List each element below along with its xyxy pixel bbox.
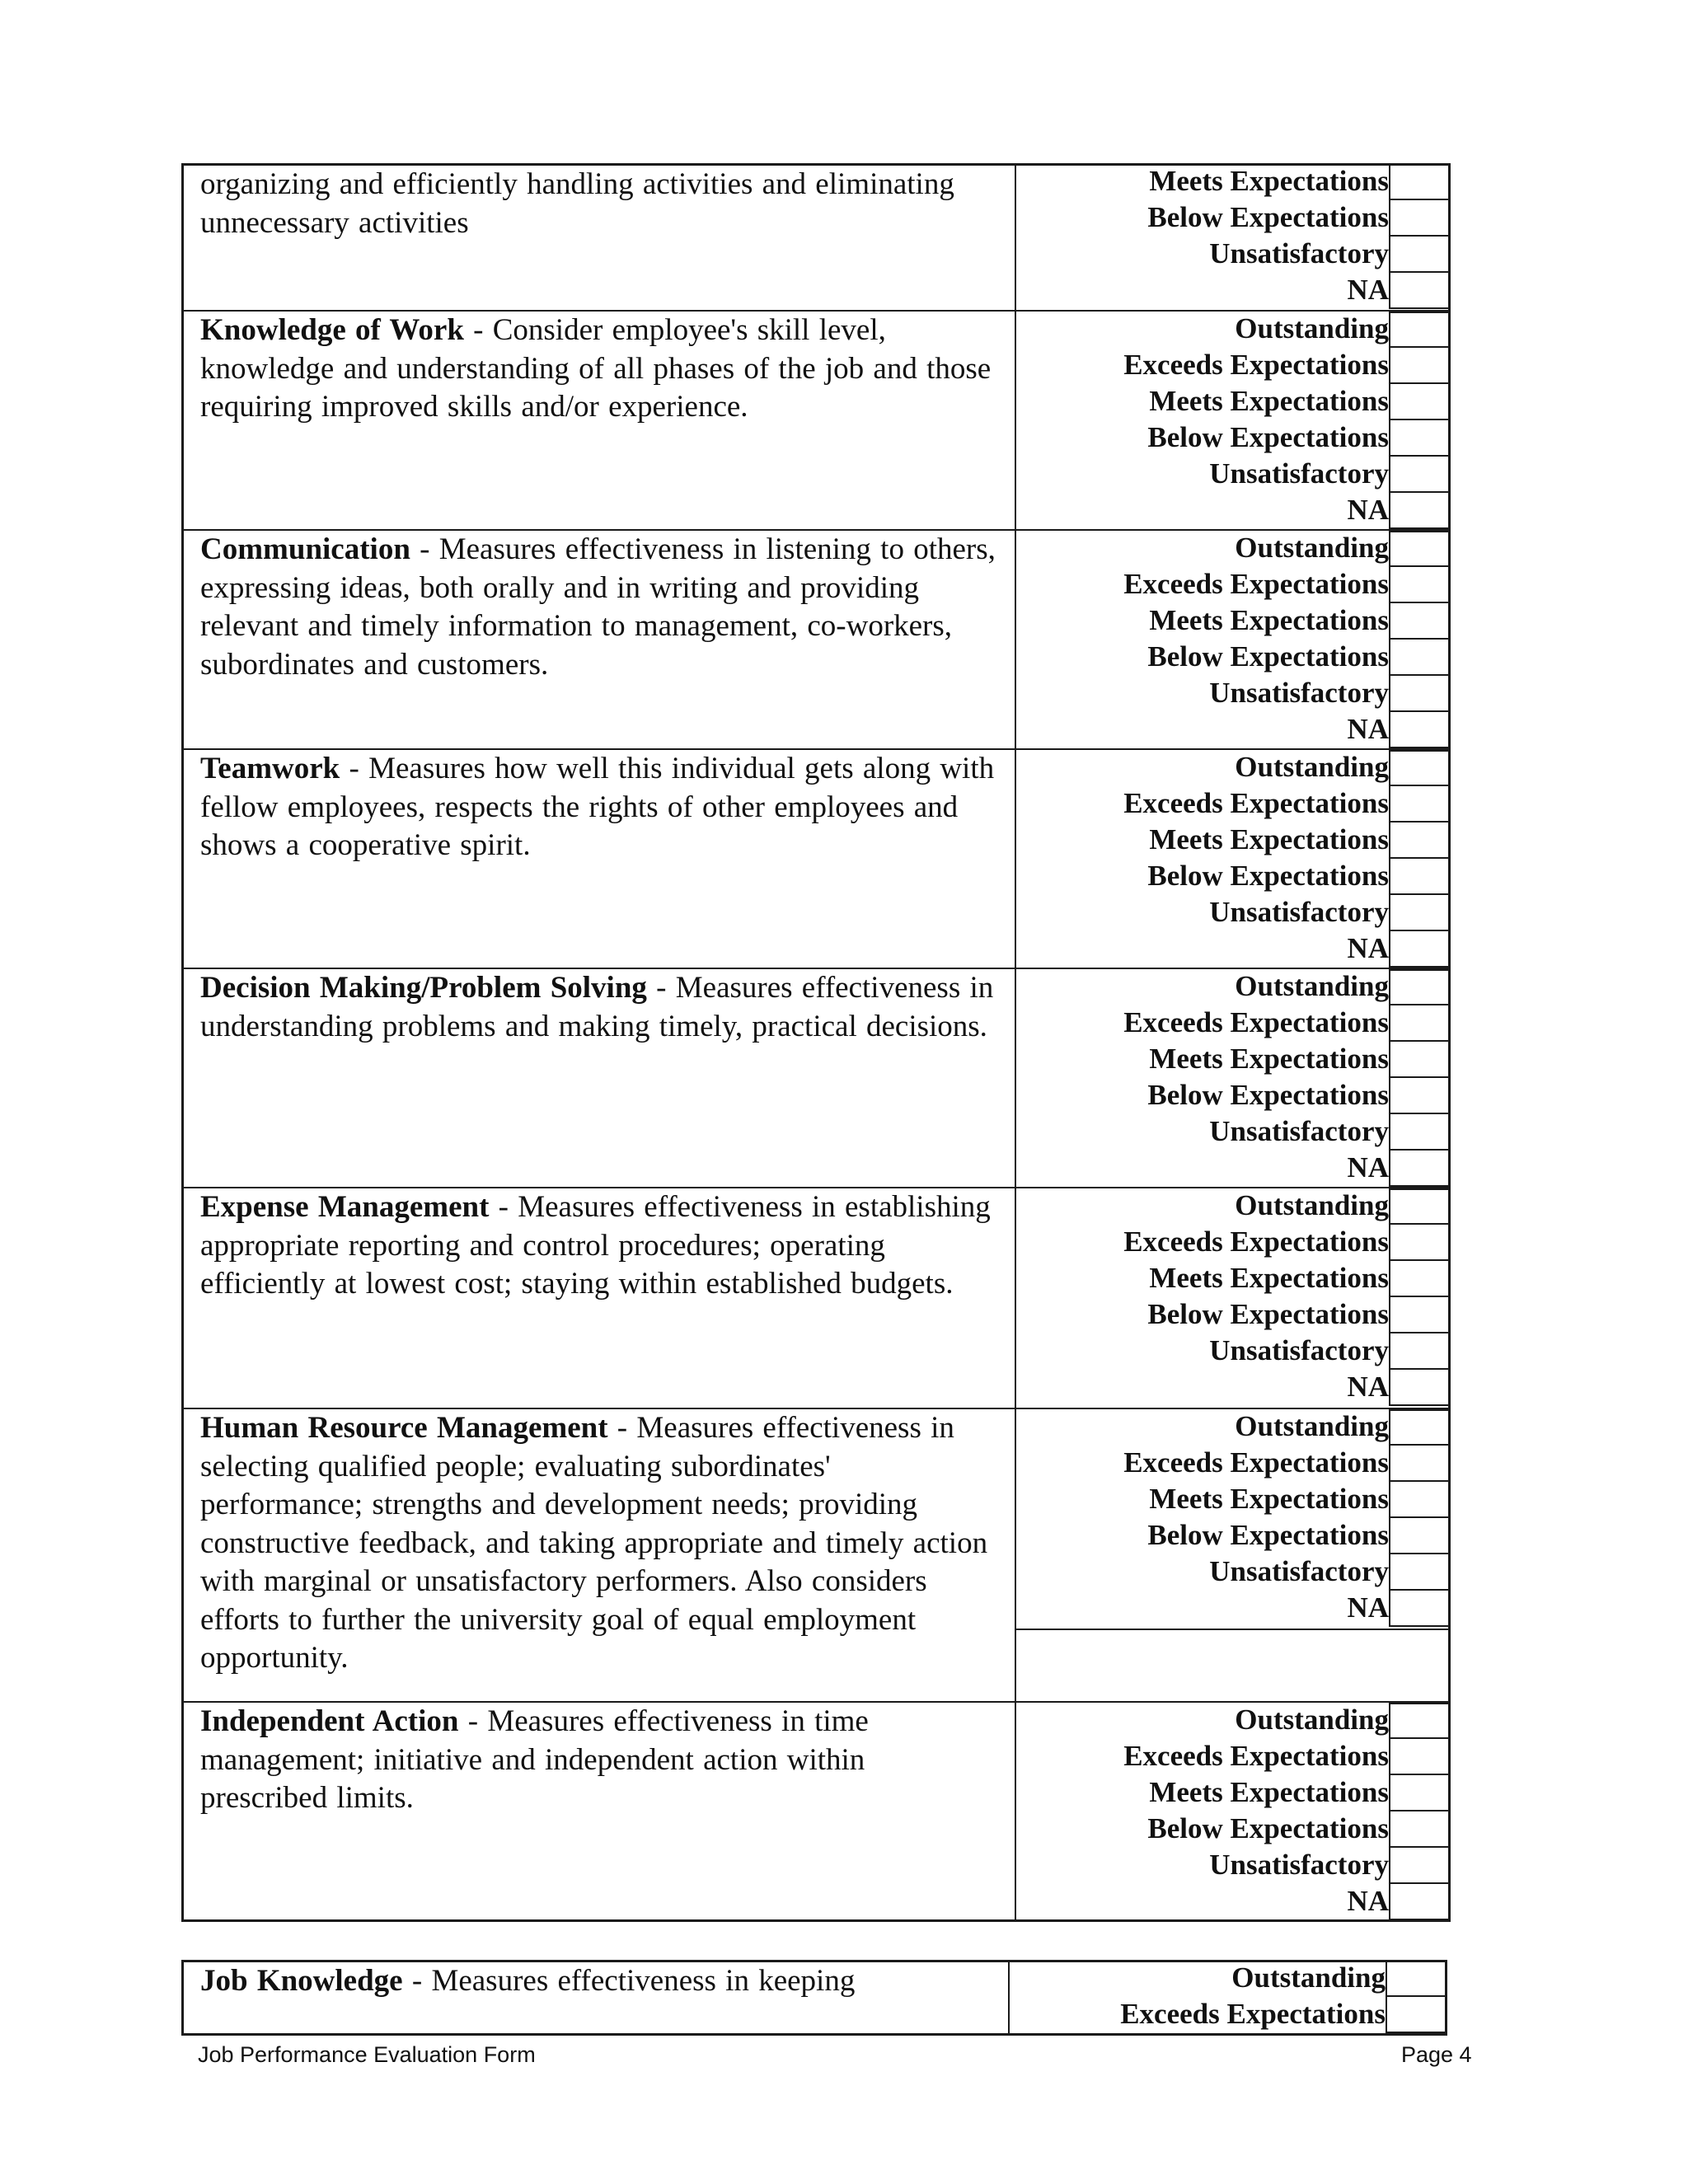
footer-page-number: Page 4 <box>1401 2042 1472 2067</box>
rating-checkbox[interactable] <box>1389 859 1448 895</box>
criterion-separator: - <box>607 1411 637 1445</box>
rating-checkbox[interactable] <box>1389 1188 1448 1225</box>
criterion-row <box>184 969 1448 1188</box>
criterion-description <box>200 969 1000 1046</box>
rating-checkbox[interactable] <box>1389 1225 1448 1261</box>
criterion-row <box>184 1409 1448 1703</box>
rating-checkbox[interactable] <box>1389 1078 1448 1114</box>
rating-label-na: NA <box>1347 274 1389 306</box>
rating-label-outstanding: Outstanding <box>1235 1410 1389 1442</box>
rating-label-below-expectations: Below Expectations <box>1147 1079 1389 1111</box>
rating-label-na: NA <box>1347 1151 1389 1183</box>
rating-checkbox[interactable] <box>1389 1591 1448 1627</box>
rating-label-na: NA <box>1347 1591 1389 1624</box>
rating-checkbox[interactable] <box>1389 1775 1448 1811</box>
rating-checkbox[interactable] <box>1389 531 1448 567</box>
criterion-cell <box>184 531 1016 748</box>
criterion-title: Decision Making/Problem Solving <box>200 971 647 1005</box>
criterion-separator: - <box>463 313 493 347</box>
criterion-title: Expense Management <box>200 1190 490 1224</box>
criterion-separator: - <box>402 1964 432 1998</box>
criterion-text: Consider employee's skill level, knowledge and understanding of all phases of the job and those requiring improved skills and/or experience. <box>200 313 992 424</box>
criterion-text: Measures effectiveness in time management; initiative and independent action within prescribed limits. <box>200 1704 869 1815</box>
rating-label-na: NA <box>1347 713 1389 745</box>
rating-label-na: NA <box>1347 1371 1389 1403</box>
rating-checkbox[interactable] <box>1389 931 1448 968</box>
criterion-cell <box>184 969 1016 1187</box>
criterion-description <box>200 312 1000 427</box>
rating-label-na: NA <box>1347 494 1389 526</box>
rating-label-below-expectations: Below Expectations <box>1147 421 1389 453</box>
rating-checkbox[interactable] <box>1389 1518 1448 1554</box>
criterion-description <box>200 1703 1000 1818</box>
rating-label-unsatisfactory: Unsatisfactory <box>1209 1849 1389 1881</box>
criterion-description <box>200 750 1000 865</box>
rating-checkbox[interactable] <box>1389 1848 1448 1884</box>
rating-label-unsatisfactory: Unsatisfactory <box>1209 1115 1389 1147</box>
rating-checkbox[interactable] <box>1389 1811 1448 1848</box>
rating-checkbox[interactable] <box>1389 457 1448 493</box>
rating-label-unsatisfactory: Unsatisfactory <box>1209 896 1389 928</box>
rating-label-outstanding: Outstanding <box>1235 1189 1389 1221</box>
rating-checkbox[interactable] <box>1389 1042 1448 1078</box>
rating-label-unsatisfactory: Unsatisfactory <box>1209 237 1389 269</box>
rating-checkbox[interactable] <box>1386 1961 1445 1997</box>
rating-label-meets-expectations: Meets Expectations <box>1149 823 1389 855</box>
criterion-row <box>184 531 1448 750</box>
criterion-separator: - <box>489 1190 518 1224</box>
criterion-title: Knowledge of Work <box>200 313 464 347</box>
rating-label-meets-expectations: Meets Expectations <box>1149 604 1389 636</box>
criterion-text: Measures effectiveness in listening to others, expressing ideas, both orally and in writing and providing relevant and timely information to management, co-workers, subordinates and customers. <box>200 532 996 682</box>
evaluation-table <box>181 163 1451 1922</box>
criterion-separator: - <box>410 532 439 566</box>
rating-label-below-expectations: Below Expectations <box>1147 640 1389 673</box>
rating-checkbox[interactable] <box>1389 1333 1448 1370</box>
rating-checkbox[interactable] <box>1389 603 1448 640</box>
rating-checkbox[interactable] <box>1389 1409 1448 1446</box>
criterion-text: Measures effectiveness in understanding problems and making timely, practical decisions. <box>200 971 994 1043</box>
rating-checkbox[interactable] <box>1389 1739 1448 1775</box>
rating-label-meets-expectations: Meets Expectations <box>1149 1483 1389 1515</box>
criterion-row <box>184 312 1448 531</box>
rating-label-meets-expectations: Meets Expectations <box>1149 1043 1389 1075</box>
criterion-text: Measures effectiveness in establishing appropriate reporting and control procedures; operating efficiently at lowest cost; staying within established budgets. <box>200 1190 991 1301</box>
rating-checkbox[interactable] <box>1389 420 1448 457</box>
rating-label-below-expectations: Below Expectations <box>1147 860 1389 892</box>
rating-checkbox[interactable] <box>1386 1997 1445 2033</box>
criterion-cell <box>184 1703 1016 1922</box>
criterion-cell <box>184 1962 1010 2033</box>
criterion-row <box>184 1703 1448 1922</box>
rating-checkbox[interactable] <box>1389 1261 1448 1297</box>
rating-label-exceeds-expectations: Exceeds Expectations <box>1123 1226 1389 1258</box>
rating-label-exceeds-expectations: Exceeds Expectations <box>1123 349 1389 381</box>
criterion-cell <box>184 750 1016 968</box>
rating-label-below-expectations: Below Expectations <box>1147 1298 1389 1330</box>
rating-checkbox[interactable] <box>1389 676 1448 712</box>
criterion-description <box>200 1188 1000 1304</box>
rating-checkbox[interactable] <box>1389 1446 1448 1482</box>
criterion-title: Human Resource Management <box>200 1411 608 1445</box>
rating-label-meets-expectations: Meets Expectations <box>1149 1776 1389 1808</box>
rating-label-exceeds-expectations: Exceeds Expectations <box>1123 568 1389 600</box>
rating-label-outstanding: Outstanding <box>1235 532 1389 564</box>
rating-label-meets-expectations: Meets Expectations <box>1149 385 1389 417</box>
rating-checkbox[interactable] <box>1389 1005 1448 1042</box>
criterion-row <box>184 750 1448 969</box>
comment-cell <box>1016 1629 1448 1704</box>
criterion-text: Measures effectiveness in selecting qualified people; evaluating subordinates' performance; strengths and development needs; providing constructive feedback, and taking appropriate and timely action with marginal or unsatisfactory performers. Also considers efforts to further the university goal of equal employment opportunity. <box>200 1411 988 1675</box>
criterion-title: Teamwork <box>200 752 340 785</box>
rating-label-meets-expectations: Meets Expectations <box>1149 1262 1389 1294</box>
rating-checkbox[interactable] <box>1389 1151 1448 1187</box>
job-knowledge-table <box>181 1960 1447 2036</box>
criterion-cell <box>184 1409 1016 1701</box>
criterion-separator: - <box>646 971 676 1005</box>
criterion-cell <box>184 312 1016 529</box>
rating-checkbox[interactable] <box>1389 1114 1448 1151</box>
rating-checkbox[interactable] <box>1389 1884 1448 1920</box>
rating-checkbox[interactable] <box>1389 823 1448 859</box>
rating-checkbox[interactable] <box>1389 237 1448 273</box>
footer-form-name: Job Performance Evaluation Form <box>198 2042 536 2067</box>
rating-checkbox[interactable] <box>1389 750 1448 786</box>
rating-label-meets-expectations: Meets Expectations <box>1149 165 1389 197</box>
criterion-cell <box>184 166 1016 310</box>
criterion-description <box>200 1409 1000 1678</box>
rating-label-exceeds-expectations: Exceeds Expectations <box>1123 1446 1389 1479</box>
criterion-description <box>200 166 1000 242</box>
rating-checkbox[interactable] <box>1389 312 1448 348</box>
rating-label-unsatisfactory: Unsatisfactory <box>1209 457 1389 490</box>
rating-label-na: NA <box>1347 932 1389 964</box>
rating-label-exceeds-expectations: Exceeds Expectations <box>1123 1740 1389 1772</box>
rating-checkbox[interactable] <box>1389 640 1448 676</box>
rating-checkbox[interactable] <box>1389 786 1448 823</box>
criterion-row <box>184 166 1448 312</box>
rating-checkbox[interactable] <box>1389 712 1448 748</box>
criterion-text: organizing and efficiently handling activities and eliminating unnecessary activities <box>200 167 954 240</box>
rating-label-below-expectations: Below Expectations <box>1147 1812 1389 1844</box>
rating-checkbox[interactable] <box>1389 1482 1448 1518</box>
rating-label-outstanding: Outstanding <box>1231 1961 1386 1994</box>
rating-checkbox[interactable] <box>1389 1554 1448 1591</box>
criterion-text: Measures how well this individual gets along with fellow employees, respects the rights of other employees and shows a cooperative spirit. <box>200 752 995 862</box>
rating-checkbox[interactable] <box>1389 969 1448 1005</box>
criterion-cell <box>184 1188 1016 1408</box>
rating-label-exceeds-expectations: Exceeds Expectations <box>1123 1006 1389 1038</box>
criterion-separator: - <box>458 1704 488 1738</box>
rating-checkbox[interactable] <box>1389 200 1448 237</box>
rating-checkbox[interactable] <box>1389 493 1448 529</box>
rating-label-unsatisfactory: Unsatisfactory <box>1209 1555 1389 1587</box>
criterion-title: Independent Action <box>200 1704 459 1738</box>
rating-label-unsatisfactory: Unsatisfactory <box>1209 677 1389 709</box>
rating-checkbox[interactable] <box>1389 164 1448 200</box>
rating-checkbox[interactable] <box>1389 895 1448 931</box>
rating-checkbox[interactable] <box>1389 1297 1448 1333</box>
rating-label-na: NA <box>1347 1885 1389 1917</box>
rating-label-exceeds-expectations: Exceeds Expectations <box>1123 787 1389 819</box>
criterion-description <box>200 531 1000 684</box>
criterion-text: Measures effectiveness in keeping <box>431 1964 856 1998</box>
rating-label-below-expectations: Below Expectations <box>1147 201 1389 233</box>
rating-label-outstanding: Outstanding <box>1235 1704 1389 1736</box>
criterion-description <box>200 1962 993 2001</box>
rating-label-outstanding: Outstanding <box>1235 312 1389 344</box>
criterion-row <box>184 1188 1448 1409</box>
rating-label-below-expectations: Below Expectations <box>1147 1519 1389 1551</box>
rating-checkbox[interactable] <box>1389 1703 1448 1739</box>
rating-label-unsatisfactory: Unsatisfactory <box>1209 1334 1389 1366</box>
rating-label-exceeds-expectations: Exceeds Expectations <box>1120 1998 1386 2030</box>
rating-label-outstanding: Outstanding <box>1235 751 1389 783</box>
rating-checkbox[interactable] <box>1389 348 1448 384</box>
criterion-separator: - <box>340 752 369 785</box>
criterion-title: Job Knowledge <box>200 1964 403 1998</box>
rating-label-outstanding: Outstanding <box>1235 970 1389 1002</box>
rating-checkbox[interactable] <box>1389 1370 1448 1406</box>
criterion-title: Communication <box>200 532 410 566</box>
rating-checkbox[interactable] <box>1389 273 1448 309</box>
rating-checkbox[interactable] <box>1389 384 1448 420</box>
rating-checkbox[interactable] <box>1389 567 1448 603</box>
